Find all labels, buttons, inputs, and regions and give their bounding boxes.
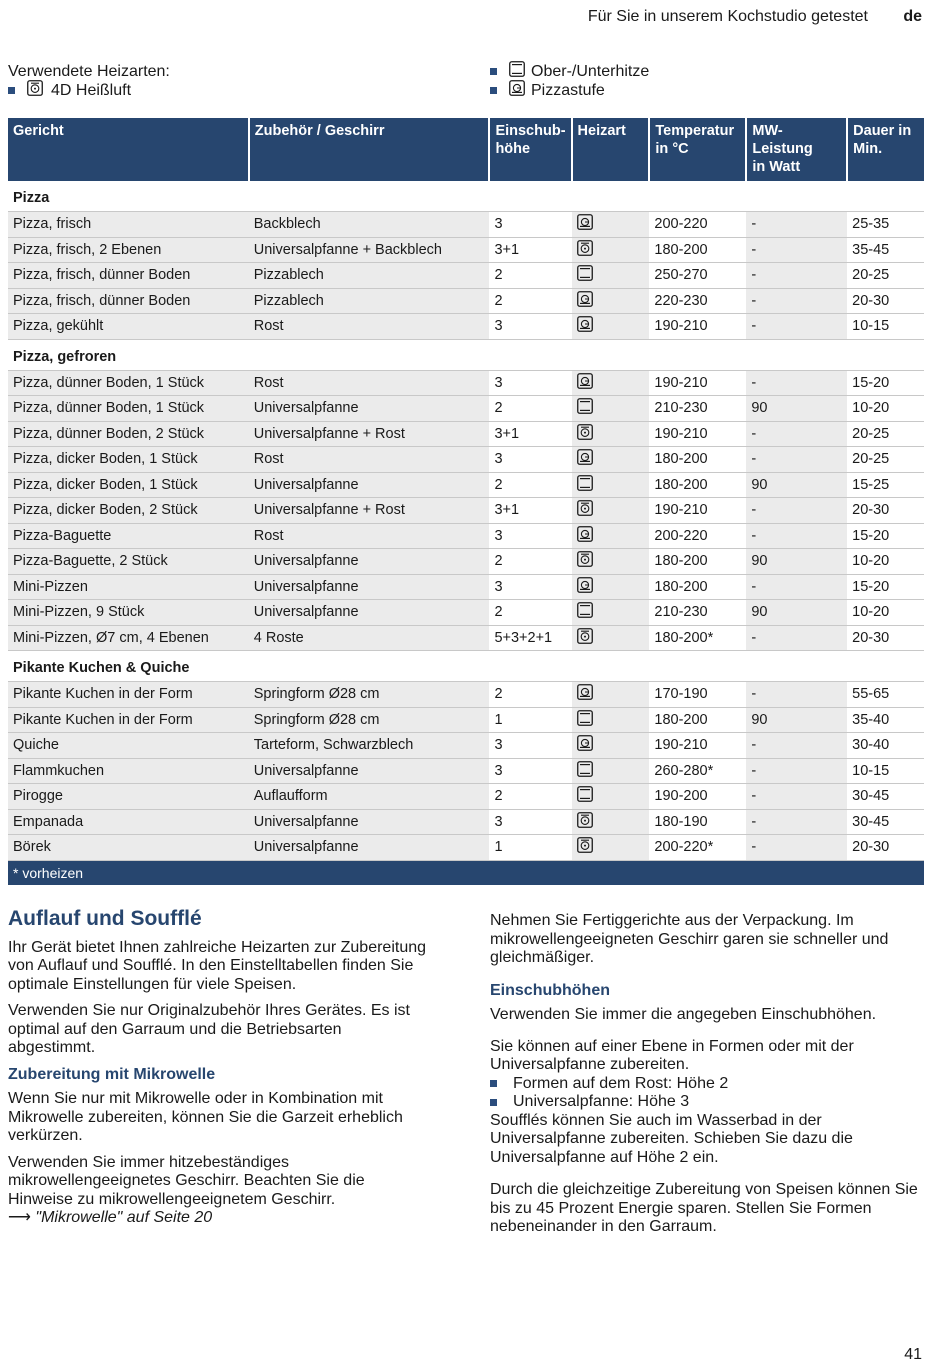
col-header-gericht: Gericht (8, 118, 249, 181)
heating-item-pizza (490, 81, 649, 100)
4d-hot-air-icon (577, 628, 593, 648)
list-item-text: Universalpfanne: Höhe 3 (513, 1093, 690, 1110)
table-row (8, 625, 924, 651)
cell-temperatur: 210-230 (649, 396, 746, 422)
pizza-setting-icon (577, 735, 593, 755)
table-row (8, 809, 924, 835)
table-row (8, 237, 924, 263)
paragraph: Durch die gleichzeitige Zubereitung von Speisen können Sie bis zu 45 Prozent Energie sparen. Stellen Sie Formen nebeneinander in den Garraum. (490, 1181, 918, 1235)
cell-heizart (572, 237, 650, 263)
cell-heizart (572, 549, 650, 575)
table-row (8, 370, 924, 396)
cell-heizart (572, 835, 650, 861)
cell-temperatur: 190-210 (649, 370, 746, 396)
col-header-mw-leistung (746, 118, 847, 181)
cell-heizart (572, 574, 650, 600)
cell-mw-leistung: 90 (746, 396, 847, 422)
cell-zubehoer: Universalpfanne (249, 835, 490, 861)
cell-heizart (572, 396, 650, 422)
cell-gericht: Pizza, dünner Boden, 1 Stück (8, 396, 249, 422)
pizza-setting-icon (577, 214, 593, 234)
header-line: Min. (853, 141, 883, 157)
table-row (8, 447, 924, 473)
cell-zubehoer: Pizzablech (249, 263, 490, 289)
cell-einschubhoehe: 2 (489, 472, 571, 498)
cell-zubehoer: Universalpfanne (249, 809, 490, 835)
heating-label: 4D Heißluft (51, 81, 132, 99)
cell-temperatur: 200-220* (649, 835, 746, 861)
cell-mw-leistung: - (746, 682, 847, 708)
header-line: Einschub- (495, 123, 566, 139)
cell-gericht: Mini-Pizzen (8, 574, 249, 600)
cell-gericht: Pizza, dicker Boden, 2 Stück (8, 498, 249, 524)
cell-zubehoer: 4 Roste (249, 625, 490, 651)
cell-zubehoer: Universalpfanne (249, 758, 490, 784)
cell-dauer: 20-30 (847, 835, 924, 861)
cell-gericht: Flammkuchen (8, 758, 249, 784)
cell-gericht: Mini-Pizzen, Ø7 cm, 4 Ebenen (8, 625, 249, 651)
4d-hot-air-icon (577, 837, 593, 857)
top-bottom-heat-icon (577, 265, 593, 285)
cell-temperatur: 190-200 (649, 784, 746, 810)
cell-heizart (572, 288, 650, 314)
table-row (8, 396, 924, 422)
cross-reference-link[interactable]: "Mikrowelle" auf Seite 20 (35, 1209, 213, 1226)
cell-gericht: Quiche (8, 733, 249, 759)
cell-dauer: 10-15 (847, 758, 924, 784)
cell-temperatur: 200-220 (649, 212, 746, 238)
cell-einschubhoehe: 2 (489, 288, 571, 314)
cell-mw-leistung: - (746, 314, 847, 340)
heating-label: Pizzastufe (531, 81, 605, 99)
cell-heizart (572, 421, 650, 447)
cell-temperatur: 220-230 (649, 288, 746, 314)
cell-zubehoer: Universalpfanne + Rost (249, 421, 490, 447)
cell-mw-leistung: 90 (746, 600, 847, 626)
cell-einschubhoehe: 2 (489, 600, 571, 626)
bullet-square-icon (490, 1099, 497, 1106)
cell-dauer: 10-15 (847, 314, 924, 340)
cell-gericht: Pikante Kuchen in der Form (8, 707, 249, 733)
list-item (490, 1075, 920, 1094)
table-section-row (8, 181, 924, 212)
cell-mw-leistung: - (746, 421, 847, 447)
col-header-einschub (489, 118, 571, 181)
heating-item-4d (8, 81, 170, 100)
cell-heizart (572, 733, 650, 759)
cell-gericht: Empanada (8, 809, 249, 835)
top-bottom-heat-icon (577, 786, 593, 806)
4d-hot-air-icon (577, 424, 593, 444)
cell-dauer: 15-25 (847, 472, 924, 498)
cell-dauer: 20-25 (847, 447, 924, 473)
cell-dauer: 20-30 (847, 288, 924, 314)
header-line: MW-Leistung (752, 123, 813, 157)
cell-einschubhoehe: 3+1 (489, 237, 571, 263)
cell-einschubhoehe: 2 (489, 549, 571, 575)
table-row (8, 288, 924, 314)
cell-dauer: 30-45 (847, 809, 924, 835)
cell-dauer: 15-20 (847, 370, 924, 396)
right-text-column (490, 912, 920, 1245)
cell-einschubhoehe: 3+1 (489, 498, 571, 524)
cell-zubehoer: Universalpfanne (249, 600, 490, 626)
cell-zubehoer: Universalpfanne + Backblech (249, 237, 490, 263)
cell-zubehoer: Springform Ø28 cm (249, 682, 490, 708)
cell-mw-leistung: - (746, 523, 847, 549)
cell-einschubhoehe: 1 (489, 707, 571, 733)
cell-dauer: 10-20 (847, 600, 924, 626)
cell-dauer: 10-20 (847, 396, 924, 422)
cell-einschubhoehe: 1 (489, 835, 571, 861)
table-row (8, 314, 924, 340)
top-bottom-heat-icon (509, 61, 525, 82)
cell-gericht: Pizza, frisch, 2 Ebenen (8, 237, 249, 263)
cell-temperatur: 210-230 (649, 600, 746, 626)
cell-einschubhoehe: 3 (489, 370, 571, 396)
table-section-row (8, 339, 924, 370)
cell-einschubhoehe: 3 (489, 523, 571, 549)
cell-temperatur: 180-200 (649, 707, 746, 733)
4d-hot-air-icon (27, 80, 43, 101)
cell-heizart (572, 809, 650, 835)
pizza-setting-icon (577, 373, 593, 393)
cell-heizart (572, 447, 650, 473)
table-row (8, 574, 924, 600)
col-header-zubehoer: Zubehör / Geschirr (249, 118, 490, 181)
cell-mw-leistung: - (746, 263, 847, 289)
cell-zubehoer: Universalpfanne (249, 396, 490, 422)
cell-zubehoer: Pizzablech (249, 288, 490, 314)
bullet-square-icon (490, 87, 497, 94)
cross-reference[interactable] (8, 1209, 433, 1228)
cell-heizart (572, 682, 650, 708)
4d-hot-air-icon (577, 551, 593, 571)
header-line: in °C (655, 141, 689, 157)
cell-mw-leistung: 90 (746, 549, 847, 575)
cell-zubehoer: Rost (249, 447, 490, 473)
4d-hot-air-icon (577, 500, 593, 520)
cell-temperatur: 190-210 (649, 421, 746, 447)
heating-item-topbottom (490, 62, 649, 81)
header-line: Temperatur (655, 123, 735, 139)
cell-zubehoer: Universalpfanne (249, 549, 490, 575)
cell-dauer: 35-40 (847, 707, 924, 733)
cell-dauer: 20-25 (847, 263, 924, 289)
bullet-square-icon (8, 87, 15, 94)
cell-mw-leistung: - (746, 733, 847, 759)
table-row (8, 682, 924, 708)
cell-gericht: Pizza, gekühlt (8, 314, 249, 340)
cell-gericht: Pizza, dünner Boden, 2 Stück (8, 421, 249, 447)
cell-mw-leistung: - (746, 625, 847, 651)
cell-heizart (572, 625, 650, 651)
cell-heizart (572, 212, 650, 238)
cell-dauer: 30-40 (847, 733, 924, 759)
pizza-setting-icon (577, 577, 593, 597)
cell-einschubhoehe: 3 (489, 733, 571, 759)
cell-zubehoer: Rost (249, 370, 490, 396)
col-header-dauer (847, 118, 924, 181)
cell-zubehoer: Auflaufform (249, 784, 490, 810)
table-row (8, 472, 924, 498)
subsection-title: Einschubhöhen (490, 981, 610, 999)
cell-mw-leistung: - (746, 574, 847, 600)
cell-mw-leistung: - (746, 758, 847, 784)
cell-einschubhoehe: 3 (489, 809, 571, 835)
cell-gericht: Pizza, dicker Boden, 1 Stück (8, 472, 249, 498)
cell-temperatur: 190-210 (649, 498, 746, 524)
footnote: * vorheizen (8, 860, 924, 885)
table-row (8, 707, 924, 733)
cell-einschubhoehe: 2 (489, 263, 571, 289)
section-title: Auflauf und Soufflé (8, 907, 202, 930)
cell-einschubhoehe: 2 (489, 784, 571, 810)
pizza-setting-icon (577, 449, 593, 469)
paragraph: Soufflés können Sie auch im Wasserbad in der Universalpfanne zubereiten. Schieben Sie dazu die Universalpfanne auf Höhe 2 ein. (490, 1111, 853, 1166)
cell-zubehoer: Backblech (249, 212, 490, 238)
cell-mw-leistung: 90 (746, 472, 847, 498)
cell-temperatur: 250-270 (649, 263, 746, 289)
bullet-square-icon (490, 68, 497, 75)
header-title: Für Sie in unserem Kochstudio getestet (587, 8, 868, 25)
cell-mw-leistung: - (746, 370, 847, 396)
paragraph: Sie können auf einer Ebene in Formen oder mit der Universalpfanne zubereiten. (490, 1037, 854, 1073)
settings-table (8, 118, 924, 885)
cell-gericht: Pizza, frisch (8, 212, 249, 238)
section-heading: Pikante Kuchen & Quiche (8, 651, 924, 682)
table-header-row (8, 118, 924, 181)
table-row (8, 600, 924, 626)
cell-heizart (572, 784, 650, 810)
header-line: höhe (495, 141, 531, 157)
table-row (8, 784, 924, 810)
cell-dauer: 20-30 (847, 498, 924, 524)
table-row (8, 549, 924, 575)
cell-einschubhoehe: 2 (489, 682, 571, 708)
paragraph: Verwenden Sie immer hitzebeständiges mikrowellengeeignetes Geschirr. Beachten Sie die Hinweise zu mikrowellengeeignetem Geschirr. (8, 1153, 365, 1208)
table-row (8, 212, 924, 238)
cell-heizart (572, 263, 650, 289)
cell-heizart (572, 600, 650, 626)
cell-temperatur: 180-200 (649, 447, 746, 473)
cell-dauer: 20-25 (847, 421, 924, 447)
cell-dauer: 35-45 (847, 237, 924, 263)
language-label: de (903, 8, 922, 25)
cell-temperatur: 200-220 (649, 523, 746, 549)
section-heading: Pizza, gefroren (8, 339, 924, 370)
cell-zubehoer: Tarteform, Schwarzblech (249, 733, 490, 759)
top-bottom-heat-icon (577, 602, 593, 622)
cell-einschubhoehe: 5+3+2+1 (489, 625, 571, 651)
cell-zubehoer: Rost (249, 523, 490, 549)
cell-heizart (572, 758, 650, 784)
cell-temperatur: 180-200 (649, 549, 746, 575)
top-bottom-heat-icon (577, 398, 593, 418)
table-body (8, 181, 924, 885)
cell-dauer: 55-65 (847, 682, 924, 708)
pizza-setting-icon (577, 316, 593, 336)
cell-dauer: 10-20 (847, 549, 924, 575)
cell-temperatur: 180-200 (649, 237, 746, 263)
paragraph: Nehmen Sie Fertiggerichte aus der Verpackung. Im mikrowellengeeigneten Geschirr garen sie schneller und gleichmäßiger. (490, 912, 889, 966)
cell-gericht: Börek (8, 835, 249, 861)
table-row (8, 835, 924, 861)
cell-heizart (572, 707, 650, 733)
table-row (8, 421, 924, 447)
bullet-square-icon (490, 1080, 497, 1087)
cell-mw-leistung: - (746, 447, 847, 473)
cell-temperatur: 170-190 (649, 682, 746, 708)
cell-mw-leistung: - (746, 784, 847, 810)
cell-heizart (572, 523, 650, 549)
cell-mw-leistung: - (746, 809, 847, 835)
cell-heizart (572, 498, 650, 524)
cell-einschubhoehe: 3 (489, 212, 571, 238)
cell-zubehoer: Universalpfanne (249, 472, 490, 498)
cell-mw-leistung: - (746, 288, 847, 314)
arrow-right-icon: ⟶ (8, 1209, 31, 1226)
top-bottom-heat-icon (577, 475, 593, 495)
4d-hot-air-icon (577, 812, 593, 832)
paragraph: Ihr Gerät bietet Ihnen zahlreiche Heizarten zur Zubereitung von Auflauf und Soufflé. In den Einstelltabellen finden Sie optimale Einstellungen für viele Speisen. (8, 938, 427, 993)
cell-heizart (572, 314, 650, 340)
col-header-heizart: Heizart (572, 118, 650, 181)
heating-intro: Verwendete Heizarten: (8, 62, 170, 80)
table-footer-row (8, 860, 924, 885)
list-item-text: Formen auf dem Rost: Höhe 2 (513, 1074, 729, 1092)
cell-gericht: Mini-Pizzen, 9 Stück (8, 600, 249, 626)
table-row (8, 263, 924, 289)
page-number: 41 (904, 1346, 922, 1363)
pizza-setting-icon (577, 684, 593, 704)
col-header-temperatur (649, 118, 746, 181)
cell-einschubhoehe: 3 (489, 447, 571, 473)
cell-heizart (572, 370, 650, 396)
table-row (8, 498, 924, 524)
cell-mw-leistung: - (746, 835, 847, 861)
cell-dauer: 15-20 (847, 574, 924, 600)
cell-gericht: Pirogge (8, 784, 249, 810)
table-row (8, 523, 924, 549)
cell-einschubhoehe: 3 (489, 758, 571, 784)
header-line: in Watt (752, 159, 801, 175)
pizza-setting-icon (577, 526, 593, 546)
cell-temperatur: 180-190 (649, 809, 746, 835)
subsection-title: Zubereitung mit Mikrowelle (8, 1065, 216, 1083)
paragraph: Wenn Sie nur mit Mikrowelle oder in Kombination mit Mikrowelle zubereiten, können Sie die Garzeit erheblich verkürzen. (8, 1090, 403, 1144)
cell-mw-leistung: 90 (746, 707, 847, 733)
table-row (8, 733, 924, 759)
4d-hot-air-icon (577, 240, 593, 260)
cell-dauer: 25-35 (847, 212, 924, 238)
cell-zubehoer: Universalpfanne + Rost (249, 498, 490, 524)
pizza-setting-icon (577, 291, 593, 311)
cell-mw-leistung: - (746, 212, 847, 238)
cell-zubehoer: Rost (249, 314, 490, 340)
cell-temperatur: 180-200* (649, 625, 746, 651)
cell-gericht: Pizza, dünner Boden, 1 Stück (8, 370, 249, 396)
table-section-row (8, 651, 924, 682)
cell-einschubhoehe: 3 (489, 314, 571, 340)
cell-mw-leistung: - (746, 498, 847, 524)
cell-temperatur: 180-200 (649, 472, 746, 498)
top-bottom-heat-icon (577, 761, 593, 781)
cell-gericht: Pizza, frisch, dünner Boden (8, 288, 249, 314)
cell-temperatur: 180-200 (649, 574, 746, 600)
cell-zubehoer: Universalpfanne (249, 574, 490, 600)
paragraph: Verwenden Sie nur Originalzubehör Ihres Gerätes. Es ist optimal auf den Garraum und die Betriebsarten abgestimmt. (8, 1002, 410, 1056)
list-item (490, 1093, 920, 1112)
pizza-setting-icon (509, 80, 525, 101)
cell-dauer: 20-30 (847, 625, 924, 651)
heating-label: Ober-/Unterhitze (531, 62, 650, 80)
cell-temperatur: 190-210 (649, 314, 746, 340)
left-text-column (8, 907, 433, 1228)
cell-temperatur: 190-210 (649, 733, 746, 759)
table-row (8, 758, 924, 784)
cell-einschubhoehe: 3+1 (489, 421, 571, 447)
cell-mw-leistung: - (746, 237, 847, 263)
cell-temperatur: 260-280* (649, 758, 746, 784)
cell-zubehoer: Springform Ø28 cm (249, 707, 490, 733)
header-line: Dauer in (853, 123, 912, 139)
section-heading: Pizza (8, 181, 924, 212)
cell-dauer: 30-45 (847, 784, 924, 810)
paragraph: Verwenden Sie immer die angegeben Einschubhöhen. (490, 1006, 877, 1023)
cell-gericht: Pizza-Baguette (8, 523, 249, 549)
cell-einschubhoehe: 2 (489, 396, 571, 422)
cell-gericht: Pizza, dicker Boden, 1 Stück (8, 447, 249, 473)
cell-gericht: Pizza, frisch, dünner Boden (8, 263, 249, 289)
cell-gericht: Pikante Kuchen in der Form (8, 682, 249, 708)
cell-einschubhoehe: 3 (489, 574, 571, 600)
top-bottom-heat-icon (577, 710, 593, 730)
cell-heizart (572, 472, 650, 498)
cell-gericht: Pizza-Baguette, 2 Stück (8, 549, 249, 575)
cell-dauer: 15-20 (847, 523, 924, 549)
